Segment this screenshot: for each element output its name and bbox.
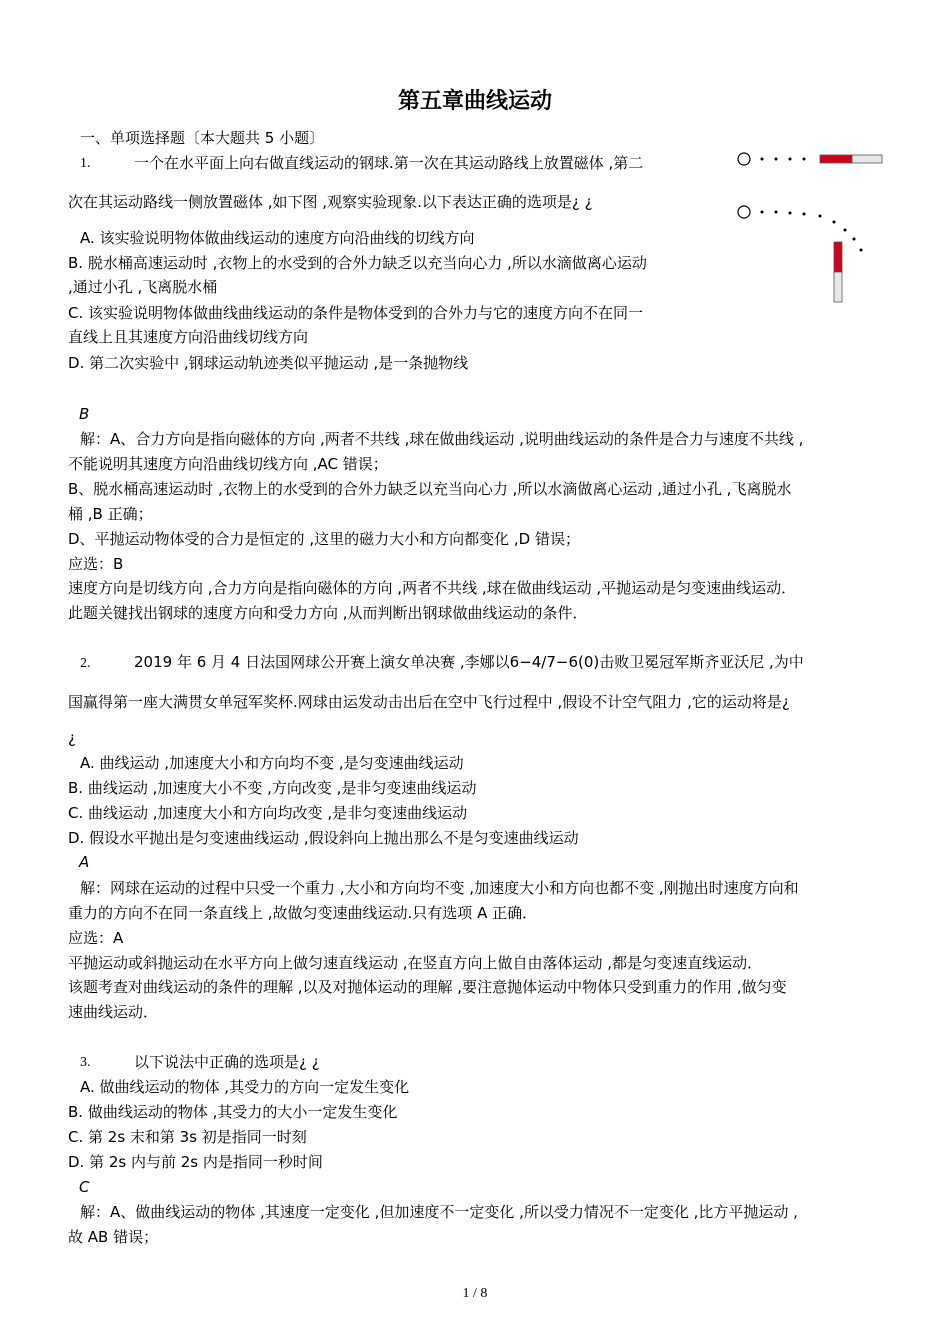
q3-option-c: C. 第 2s 末和第 3s 初是指同一时刻 — [68, 1128, 307, 1146]
q3-explanation-line1: 解：A、做曲线运动的物体 ,其速度一定变化 ,但加速度不一定变化 ,所以受力情况不一定变化 ,比方平抛运动 , — [80, 1203, 798, 1221]
q1-explanation-line3: B、脱水桶高速运动时 ,衣物上的水受到的合外力缺乏以充当向心力 ,所以水滴做离心运动 ,通过小孔 ,飞离脱水 — [68, 480, 792, 498]
q2-stem-line3: ¿ — [68, 729, 76, 747]
q1-option-c-line1: C. 该实验说明物体做曲线曲线运动的条件是物体受到的合外力与它的速度方向不在同一 — [68, 304, 644, 322]
q3-answer: C — [79, 1178, 90, 1196]
q3-option-b: B. 做曲线运动的物体 ,其受力的大小一定发生变化 — [68, 1103, 398, 1121]
q1-option-b-line2: ,通过小孔 ,飞离脱水桶 — [68, 278, 218, 296]
q3-option-d: D. 第 2s 内与前 2s 内是指同一秒时间 — [68, 1153, 323, 1171]
curved-path-dots — [761, 211, 863, 252]
q2-explanation-line6: 速曲线运动． — [68, 1003, 159, 1021]
q2-number: 2. — [80, 656, 91, 671]
q3-stem: 以下说法中正确的选项是¿ ¿ — [134, 1053, 320, 1071]
q2-stem-line2: 国赢得第一座大满贯女单冠军奖杯.网球由运发动击出后在空中飞行过程中 ,假设不计空气阻力 ,它的运动将是¿ — [68, 693, 790, 711]
q1-explanation-line2: 不能说明其速度方向沿曲线切线方向 ,AC 错误； — [68, 455, 388, 473]
q1-option-c-line2: 直线上且其速度方向沿曲线切线方向 — [68, 328, 309, 346]
q1-option-b-line1: B. 脱水桶高速运动时 ,衣物上的水受到的合外力缺乏以充当向心力 ,所以水滴做离心运动 — [68, 254, 647, 272]
q1-number: 1. — [80, 156, 91, 171]
q1-explanation-line7: 速度方向是切线方向 ,合力方向是指向磁体的方向 ,两者不共线 ,球在做曲线运动 ,平抛运动是匀变速曲线运动． — [68, 579, 797, 597]
q2-explanation-line1: 解：网球在运动的过程中只受一个重力 ,大小和方向均不变 ,加速度大小和方向也都不变 ,刚抛出时速度方向和 — [80, 879, 799, 897]
q2-option-c: C. 曲线运动 ,加速度大小和方向均改变 ,是非匀变速曲线运动 — [68, 804, 468, 822]
magnet-vertical-icon — [834, 242, 842, 302]
q2-option-d: D. 假设水平抛出是匀变速曲线运动 ,假设斜向上抛出那么不是匀变速曲线运动 — [68, 829, 579, 847]
magnet-horizontal-icon — [820, 155, 882, 163]
q2-answer: A — [79, 853, 90, 871]
q2-stem-line1: 2019 年 6 月 4 日法国网球公开赛上演女单决赛 ,李娜以6−4/7−6(0)击败卫冕冠军斯齐亚沃尼 ,为中 — [134, 653, 804, 671]
q3-number: 3. — [80, 1055, 91, 1070]
q1-explanation-line6: 应选：B — [68, 555, 124, 573]
q1-explanation-line8: 此题关键找出钢球的速度方向和受力方向 ,从而判断出钢球做曲线运动的条件． — [68, 604, 588, 622]
q2-explanation-line5: 该题考查对曲线运动的条件的理解 ,以及对抛体运动的理解 ,要注意抛体运动中物体只受到重力的作用 ,做匀变 — [68, 978, 787, 996]
q2-option-a: A. 曲线运动 ,加速度大小和方向均不变 ,是匀变速曲线运动 — [80, 754, 464, 772]
q1-explanation-line4: 桶 ,B 正确； — [68, 505, 153, 523]
steel-ball-icon — [738, 153, 750, 165]
straight-path-dots — [761, 158, 806, 161]
magnet-ball-figure — [728, 142, 888, 307]
q3-explanation-line2: 故 AB 错误； — [68, 1228, 159, 1246]
q1-option-d: D. 第二次实验中 ,钢球运动轨迹类似平抛运动 ,是一条抛物线 — [68, 354, 469, 372]
steel-ball-icon-2 — [738, 206, 750, 218]
q1-stem-line1: 一个在水平面上向右做直线运动的钢球.第一次在其运动路线上放置磁体 ,第二 — [134, 154, 644, 172]
q2-option-b: B. 曲线运动 ,加速度大小不变 ,方向改变 ,是非匀变速曲线运动 — [68, 779, 477, 797]
page-title: 第五章曲线运动 — [397, 89, 552, 114]
q1-explanation-line1: 解：A、合力方向是指向磁体的方向 ,两者不共线 ,球在做曲线运动 ,说明曲线运动的条件是合力与速度不共线 , — [80, 430, 804, 448]
q3-option-a: A. 做曲线运动的物体 ,其受力的方向一定发生变化 — [80, 1078, 410, 1096]
q1-answer: B — [79, 405, 90, 423]
q2-explanation-line2: 重力的方向不在同一条直线上 ,故做匀变速曲线运动.只有选项 A 正确． — [68, 904, 538, 922]
section-heading: 一、单项选择题〔本大题共 5 小题〕 — [80, 129, 325, 147]
q1-stem-line2: 次在其运动路线一侧放置磁体 ,如下图 ,观察实验现象.以下表达正确的选项是¿ ¿ — [68, 193, 593, 211]
q2-explanation-line3: 应选：A — [68, 929, 124, 947]
q2-explanation-line4: 平抛运动或斜抛运动在水平方向上做匀速直线运动 ,在竖直方向上做自由落体运动 ,都是匀变速直线运动． — [68, 954, 763, 972]
page-number: 1 / 8 — [462, 1286, 488, 1301]
q1-explanation-line5: D、平抛运动物体受的合力是恒定的 ,这里的磁力大小和方向都变化 ,D 错误； — [68, 530, 580, 548]
q1-option-a: A. 该实验说明物体做曲线运动的速度方向沿曲线的切线方向 — [80, 229, 475, 247]
